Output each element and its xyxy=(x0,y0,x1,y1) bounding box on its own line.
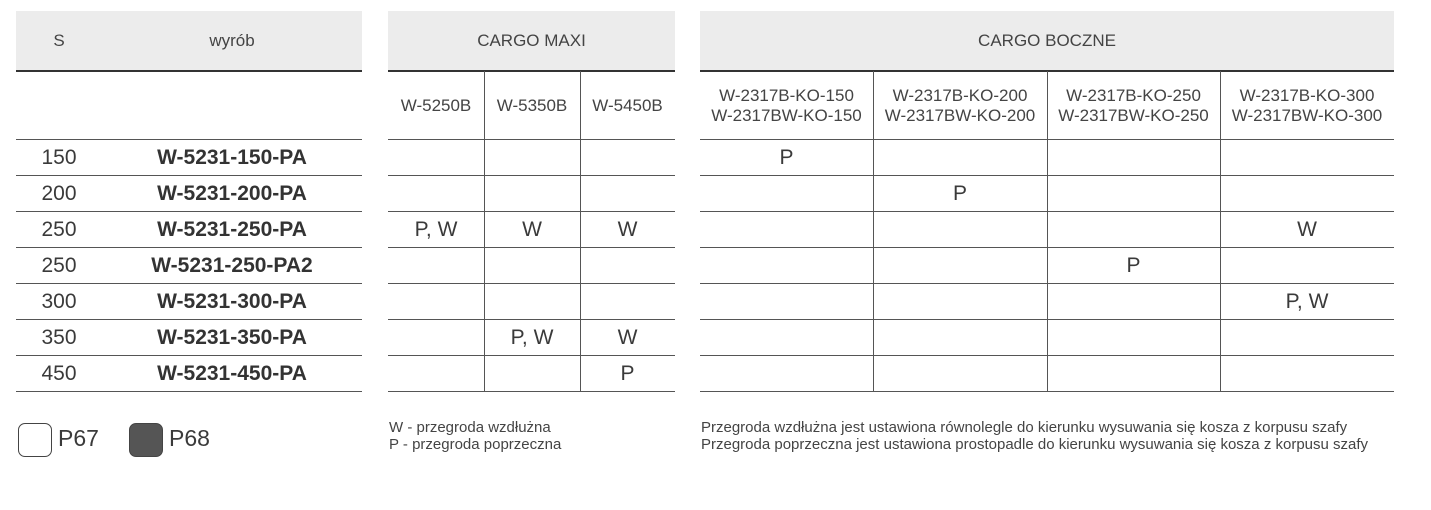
boczne-cell xyxy=(1047,356,1220,392)
boczne-cell xyxy=(873,248,1047,284)
maxi-cell xyxy=(484,176,580,212)
size-cell: 300 xyxy=(41,290,77,313)
boczne-cell: P xyxy=(952,182,967,205)
color-swatch xyxy=(129,423,163,457)
row-divider xyxy=(700,391,1394,392)
boczne-cell xyxy=(700,212,873,248)
boczne-cell xyxy=(700,284,873,320)
boczne-cell xyxy=(1220,248,1394,284)
maxi-cell: W xyxy=(522,218,542,241)
note-w: W - przegroda wzdłużna xyxy=(389,419,551,436)
model-code-line1: W-2317B-KO-200 xyxy=(892,85,1028,105)
note-p: P - przegroda poprzeczna xyxy=(389,436,562,453)
boczne-notes xyxy=(701,419,1368,453)
boczne-cell xyxy=(1047,320,1220,356)
boczne-table-header xyxy=(700,11,1394,70)
boczne-cell xyxy=(1220,176,1394,212)
boczne-cell xyxy=(1220,320,1394,356)
column-header-s: S xyxy=(53,30,65,50)
product-code-cell: W-5231-200-PA xyxy=(157,182,307,205)
model-code-line2: W-2317BW-KO-250 xyxy=(1058,105,1209,125)
maxi-cell xyxy=(484,284,580,320)
boczne-cell xyxy=(700,320,873,356)
product-code-cell: W-5231-300-PA xyxy=(157,290,307,313)
size-cell: 350 xyxy=(41,326,77,349)
color-label: P68 xyxy=(169,425,210,451)
boczne-cell xyxy=(1220,140,1394,176)
boczne-model-header xyxy=(873,71,1047,140)
product-code-cell: W-5231-250-PA xyxy=(157,218,307,241)
maxi-cell xyxy=(580,140,675,176)
boczne-model-header xyxy=(700,71,873,140)
maxi-table-header xyxy=(388,11,675,70)
size-cell: 450 xyxy=(41,362,77,385)
maxi-title: CARGO MAXI xyxy=(477,30,586,50)
product-code-cell: W-5231-350-PA xyxy=(157,326,307,349)
model-code-line1: W-2317B-KO-150 xyxy=(719,85,854,105)
maxi-model-header: W-5350B xyxy=(496,95,568,115)
model-code-line2: W-2317BW-KO-300 xyxy=(1231,105,1383,125)
maxi-cell xyxy=(388,284,484,320)
maxi-cell xyxy=(388,176,484,212)
size-cell: 150 xyxy=(41,146,77,169)
maxi-model-header: W-5250B xyxy=(400,95,472,115)
boczne-cell xyxy=(700,176,873,212)
size-cell: 200 xyxy=(41,182,77,205)
boczne-cell xyxy=(1047,212,1220,248)
maxi-cell: P, W xyxy=(510,326,554,349)
product-code-cell: W-5231-250-PA2 xyxy=(151,254,313,277)
maxi-cell: P, W xyxy=(414,218,458,241)
product-code-cell: W-5231-450-PA xyxy=(157,362,307,385)
maxi-notes xyxy=(389,419,561,453)
product-code-cell: W-5231-150-PA xyxy=(157,146,307,169)
size-cell: 250 xyxy=(41,254,77,277)
color-label: P67 xyxy=(58,425,99,451)
maxi-cell xyxy=(484,248,580,284)
boczne-cell xyxy=(873,320,1047,356)
maxi-cell: P xyxy=(620,362,635,385)
maxi-cell xyxy=(388,248,484,284)
boczne-cell xyxy=(700,356,873,392)
boczne-cell xyxy=(1220,356,1394,392)
note-poprzeczna: Przegroda poprzeczna jest ustawiona prostopadle do kierunku wysuwania się kosza z korpusu szafy xyxy=(701,436,1369,453)
maxi-cell xyxy=(580,176,675,212)
row-divider xyxy=(388,391,675,392)
boczne-cell xyxy=(873,212,1047,248)
boczne-cell xyxy=(1047,176,1220,212)
boczne-cell xyxy=(1047,140,1220,176)
boczne-cell: W xyxy=(1297,218,1317,241)
boczne-cell xyxy=(873,140,1047,176)
boczne-cell xyxy=(873,356,1047,392)
boczne-cell: P, W xyxy=(1285,290,1329,313)
maxi-model-header: W-5450B xyxy=(592,95,663,115)
boczne-cell xyxy=(1047,284,1220,320)
model-code-line2: W-2317BW-KO-200 xyxy=(884,105,1036,125)
left-header-underline xyxy=(16,70,362,72)
maxi-cell xyxy=(388,356,484,392)
maxi-cell xyxy=(388,320,484,356)
row-divider xyxy=(16,391,362,392)
boczne-model-header xyxy=(1047,71,1220,140)
maxi-cell xyxy=(388,140,484,176)
maxi-cell: W xyxy=(617,218,638,241)
boczne-cell xyxy=(873,284,1047,320)
maxi-cell xyxy=(484,140,580,176)
maxi-cell xyxy=(580,284,675,320)
boczne-title: CARGO BOCZNE xyxy=(978,30,1116,50)
left-table-header xyxy=(16,11,362,70)
boczne-cell: P xyxy=(779,146,794,169)
column-header-wyrob: wyrób xyxy=(209,30,255,50)
maxi-cell xyxy=(580,248,675,284)
size-cell: 250 xyxy=(41,218,77,241)
boczne-cell xyxy=(700,248,873,284)
maxi-cell: W xyxy=(617,326,638,349)
maxi-cell xyxy=(484,356,580,392)
color-swatch xyxy=(18,423,52,457)
model-code-line1: W-2317B-KO-300 xyxy=(1239,85,1375,105)
model-code-line2: W-2317BW-KO-150 xyxy=(711,105,862,125)
model-code-line1: W-2317B-KO-250 xyxy=(1066,85,1201,105)
boczne-cell: P xyxy=(1126,254,1141,277)
boczne-model-header xyxy=(1220,71,1394,140)
note-wzdluzna: Przegroda wzdłużna jest ustawiona równolegle do kierunku wysuwania się kosza z korpusu szafy xyxy=(701,419,1348,436)
